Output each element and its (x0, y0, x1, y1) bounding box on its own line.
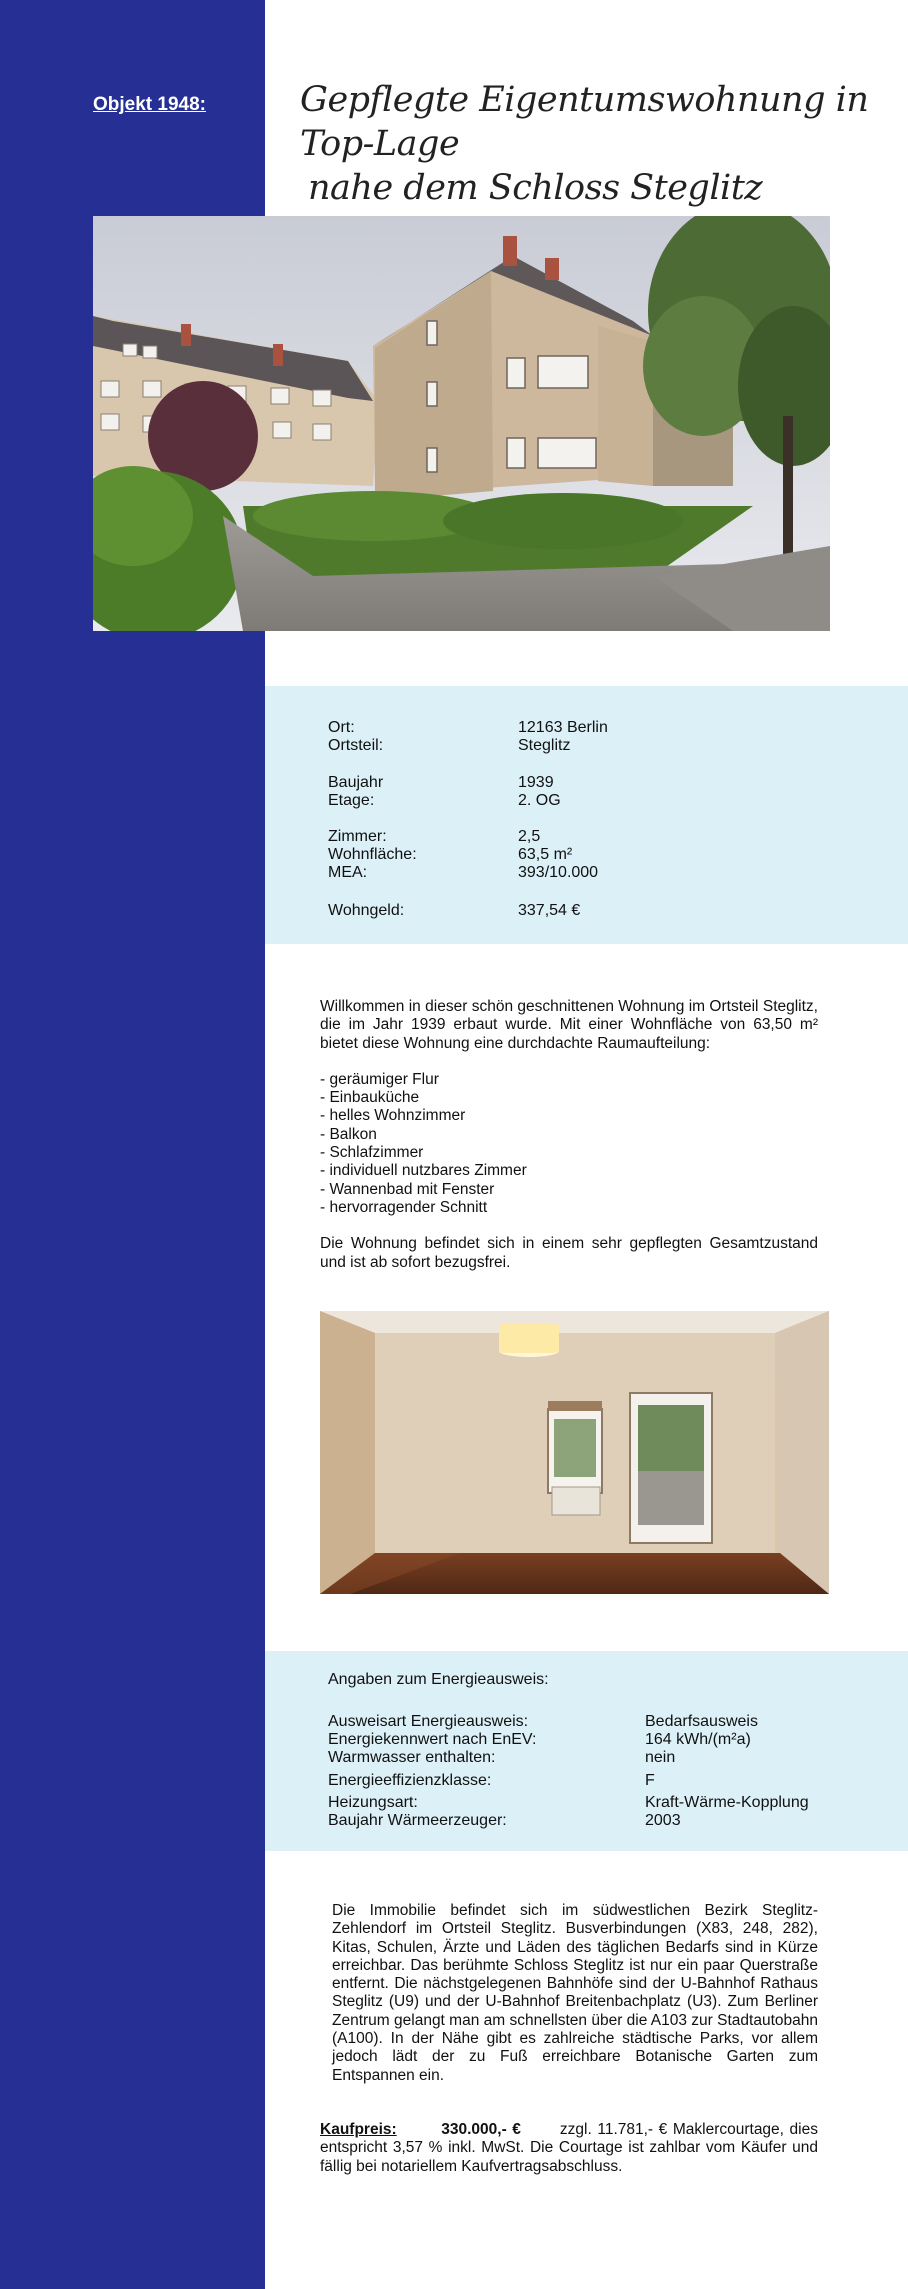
description-intro: Willkommen in dieser schön geschnittenen Wohnung im Ortsteil Steglitz, die im Jahr 1939 erbaut wurde. Mit einer Wohnfläche von 63,50 m² bietet diese Wohnung eine durchdachte Raumaufteilung: (320, 998, 818, 1052)
energy-label: Energieeffizienzklasse: (328, 1772, 492, 1789)
details-value: 337,54 € (518, 902, 581, 919)
energy-value: Bedarfsausweis (645, 1713, 758, 1730)
feature-item: - Balkon (320, 1125, 377, 1143)
energy-value: F (645, 1772, 655, 1789)
feature-item: - hervorragender Schnitt (320, 1198, 488, 1216)
details-label: Wohnfläche: (328, 846, 417, 863)
details-label: Baujahr (328, 774, 384, 791)
details-label: Ortsteil: (328, 737, 384, 754)
details-value: 2,5 (518, 828, 541, 845)
feature-item: - helles Wohnzimmer (320, 1107, 466, 1125)
location-description: Die Immobilie befindet sich im südwestlichen Bezirk Steglitz-Zehlendorf im Ortsteil Steglitz. Busverbindungen (X83, 248, 282), Kitas, Schulen, Ärzte und Läden des täglichen Bedarfs sind in Kürze erreichbar. Das berühmte Schloss Steglitz ist nur ein paar Querstraße entfernt. Die nächstgelegenen Bahnhöfe sind der U-Bahnhof Rathaus Steglitz (U9) und der U-Bahnhof Breitenbachplatz (U3). Zum Berliner Zentrum gelangt man am schnellsten über die A103 zur Stadtautobahn (A100). In der Nähe gibt es zahlreiche städtische Parks, vor allem jedoch lädt der zu Fuß erreichbare Botanische Garten zum Entspannen ein. (332, 1902, 818, 2084)
details-value: 2. OG (518, 792, 561, 809)
energy-label: Heizungsart: (328, 1794, 418, 1811)
energy-certificate-panel (265, 1651, 908, 1851)
energy-value: nein (645, 1749, 676, 1766)
energy-value: Kraft-Wärme-Kopplung (645, 1794, 809, 1811)
building-exterior-photo (93, 216, 830, 631)
energy-value: 164 kWh/(m²a) (645, 1731, 751, 1748)
energy-label: Energiekennwert nach EnEV: (328, 1731, 537, 1748)
feature-item: - Wannenbad mit Fenster (320, 1180, 495, 1198)
feature-item: - Einbauküche (320, 1089, 420, 1107)
details-label: Wohngeld: (328, 902, 405, 919)
price-section (320, 2121, 818, 2176)
energy-heading-text: Angaben zum Energieausweis: (328, 1671, 549, 1688)
energy-label: Ausweisart Energieausweis: (328, 1713, 529, 1730)
details-value: 12163 Berlin (518, 719, 608, 736)
feature-item: - geräumiger Flur (320, 1070, 439, 1088)
details-label: Etage: (328, 792, 375, 809)
feature-list (320, 1071, 818, 1217)
interior-room-photo (320, 1311, 829, 1594)
title-line-1: Gepflegte Eigentumswohnung in Top-Lage (300, 80, 869, 164)
details-value: 1939 (518, 774, 554, 791)
page-title (300, 78, 880, 210)
price-label: Kaufpreis: (320, 2121, 397, 2138)
feature-item: - individuell nutzbares Zimmer (320, 1162, 527, 1180)
object-number-label: Objekt 1948: (93, 94, 206, 115)
title-line-2: nahe dem Schloss Steglitz (308, 168, 763, 208)
description-closing: Die Wohnung befindet sich in einem sehr gepflegten Gesamtzustand und ist ab sofort bezugsfrei. (320, 1235, 818, 1271)
details-value: Steglitz (518, 737, 571, 754)
details-value: 63,5 m² (518, 846, 573, 863)
feature-item: - Schlafzimmer (320, 1144, 424, 1162)
property-details-panel (265, 686, 908, 944)
details-label: Ort: (328, 719, 355, 736)
apartment-description (320, 998, 818, 1272)
energy-label: Warmwasser enthalten: (328, 1749, 496, 1766)
energy-label: Baujahr Wärmeerzeuger: (328, 1812, 507, 1829)
details-label: MEA: (328, 864, 368, 881)
details-label: Zimmer: (328, 828, 387, 845)
energy-value: 2003 (645, 1812, 681, 1829)
details-value: 393/10.000 (518, 864, 599, 881)
price-amount: 330.000,- € (441, 2121, 521, 2138)
price-commission-text: zzgl. 11.781,- € Maklercourtage, dies entspricht 3,57 % inkl. MwSt. Die Courtage ist zahlbar vom Käufer und fällig bei notariellem Kaufvertragsabschluss. (320, 2121, 818, 2175)
